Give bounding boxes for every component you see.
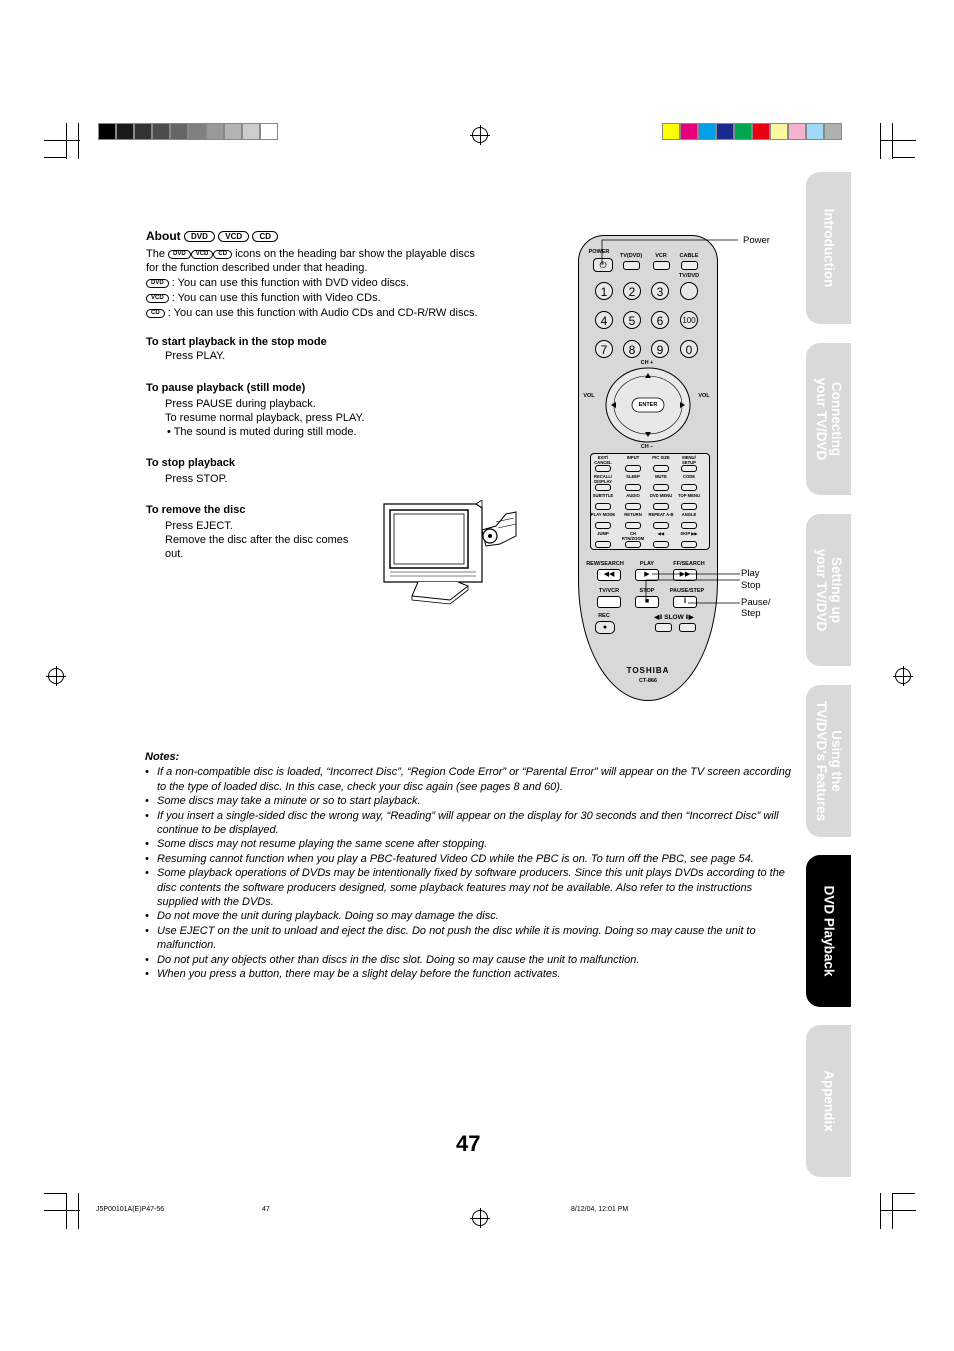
- model-number: CT-866: [638, 678, 658, 684]
- stop-label: STOP: [639, 588, 655, 594]
- num-button-4[interactable]: 4: [595, 311, 613, 329]
- crop-mark: [66, 123, 67, 159]
- gray-swatch: [188, 123, 206, 140]
- function-label: EXIT/ CANCEL: [594, 455, 612, 465]
- cable-label: CABLE: [679, 253, 699, 259]
- crop-mark: [880, 140, 916, 141]
- tvvcr-label: TV/VCR: [598, 588, 620, 594]
- gray-swatch: [260, 123, 278, 140]
- note-item: • Do not put any objects other than discs in the disc slot. Doing so may cause the unit to malfunction.: [145, 953, 795, 967]
- footer-date: 8/12/04, 12:01 PM: [571, 1206, 629, 1213]
- crop-mark: [892, 123, 893, 159]
- num-button-7[interactable]: 7: [595, 340, 613, 358]
- num-button-3[interactable]: 3: [651, 282, 669, 300]
- crop-mark: [78, 123, 79, 159]
- function-label: DVD MENU: [649, 493, 673, 498]
- color-swatch: [698, 123, 716, 140]
- color-swatch: [734, 123, 752, 140]
- page-number: 47: [456, 1131, 481, 1156]
- section-remove-text3: out.: [165, 548, 184, 560]
- tv-eject-illustration: [378, 500, 518, 605]
- registration-mark: [48, 668, 64, 684]
- function-label: AUDIO: [626, 493, 640, 498]
- vcr-label: VCR: [655, 253, 667, 259]
- tab-label: Setting up your TV/DVD: [813, 548, 844, 632]
- tab-setting-up[interactable]: [806, 514, 851, 666]
- gray-swatch: [242, 123, 260, 140]
- note-item: • When you press a button, there may be a slight delay before the function activates.: [145, 967, 795, 981]
- callout-power: Power: [743, 235, 770, 246]
- note-item: • If you insert a single-sided disc the wrong way, “Reading” will appear on the display for 30 seconds and then “Incorrect Disc” will continue to be displayed.: [145, 809, 795, 838]
- tvdvd-mode-label: TV/DVD: [678, 273, 700, 279]
- color-swatch: [788, 123, 806, 140]
- color-swatch: [824, 123, 842, 140]
- section-pause-title: To pause playback (still mode): [146, 382, 306, 394]
- registration-mark: [472, 127, 488, 143]
- crop-mark: [893, 1193, 915, 1194]
- tab-label: Appendix: [821, 1070, 836, 1132]
- function-label: PLAY MODE: [590, 512, 616, 517]
- num-button-6[interactable]: 6: [651, 311, 669, 329]
- crop-mark: [44, 157, 66, 158]
- function-label: REPEAT A-B: [648, 512, 674, 517]
- play-button[interactable]: ▶: [635, 569, 659, 581]
- crop-mark: [44, 1210, 80, 1211]
- dvd-badge: DVD: [146, 279, 169, 288]
- crop-mark: [78, 1193, 79, 1229]
- section-start-text: Press PLAY.: [165, 350, 226, 362]
- about-intro-line2: for the function described under that heading.: [146, 262, 368, 274]
- rew-label: REW/SEARCH: [586, 561, 624, 567]
- tab-connecting[interactable]: [806, 343, 851, 495]
- section-pause-text1: Press PAUSE during playback.: [165, 398, 316, 410]
- gray-swatch: [152, 123, 170, 140]
- callout-play: Play: [741, 568, 760, 579]
- crop-mark: [66, 1193, 67, 1229]
- note-item: • Some discs may take a minute or so to start playback.: [145, 794, 795, 808]
- gray-swatch: [224, 123, 242, 140]
- crop-mark: [880, 1210, 916, 1211]
- ch-down-label: CH –: [640, 444, 654, 450]
- about-item-cd: CD : You can use this function with Audio CDs and CD-R/RW discs.: [146, 306, 478, 320]
- cd-badge: CD: [213, 250, 232, 259]
- function-label: ◀◀: [657, 531, 665, 536]
- function-label: MENU/ SETUP: [682, 455, 696, 465]
- tab-using-features[interactable]: [806, 685, 851, 837]
- color-swatch: [680, 123, 698, 140]
- about-heading: About DVD VCD CD: [146, 229, 278, 243]
- crop-mark: [44, 1193, 66, 1194]
- ch-up-label: CH +: [640, 360, 654, 366]
- footer-page: 47: [262, 1206, 270, 1213]
- tab-introduction[interactable]: [806, 172, 851, 324]
- slow-label: ◀‖ SLOW ‖▶: [654, 614, 694, 621]
- function-label: RECALL/ DISPLAY: [593, 474, 613, 484]
- crop-mark: [880, 1193, 881, 1229]
- registration-mark: [895, 668, 911, 684]
- dvd-badge: DVD: [168, 250, 191, 259]
- function-label: SLEEP: [626, 474, 640, 479]
- slow-right-button[interactable]: [679, 623, 696, 632]
- tab-label: Introduction: [821, 208, 836, 288]
- function-label: ANGLE: [681, 512, 697, 517]
- section-remove-text1: Press EJECT.: [165, 520, 233, 532]
- play-label: PLAY: [639, 561, 655, 567]
- num-button-2[interactable]: 2: [623, 282, 641, 300]
- cd-badge: CD: [146, 309, 165, 318]
- num-button-5[interactable]: 5: [623, 311, 641, 329]
- function-label: JUMP: [597, 531, 609, 536]
- function-label: CH RTN/ZOOM: [621, 531, 645, 541]
- num-button-0[interactable]: 0: [680, 340, 698, 358]
- section-start-title: To start playback in the stop mode: [146, 336, 327, 348]
- note-item: • Resuming cannot function when you play a PBC-featured Video CD while the PBC is on. To turn off the PBC, see page 54.: [145, 852, 795, 866]
- tvdvd-label: TV(DVD): [619, 253, 643, 259]
- function-label: SKIP ▶▶: [680, 531, 698, 536]
- tab-dvd-playback[interactable]: [806, 855, 851, 1007]
- pause-label: PAUSE/STEP: [669, 588, 705, 594]
- vol-left-label: VOL: [583, 393, 595, 399]
- function-label: INPUT: [626, 455, 640, 460]
- notes-list: [145, 765, 795, 981]
- function-label: RETURN: [624, 512, 642, 517]
- note-item: • Do not move the unit during playback. Doing so may damage the disc.: [145, 909, 795, 923]
- gray-swatch: [98, 123, 116, 140]
- gray-swatch: [206, 123, 224, 140]
- notes: [145, 750, 795, 982]
- rew-button[interactable]: ◀◀: [597, 569, 621, 581]
- callout-pause: Pause/ Step: [741, 597, 771, 619]
- function-label: CODE: [682, 474, 696, 479]
- gray-swatch: [134, 123, 152, 140]
- note-item: • Some playback operations of DVDs may be intentionally fixed by software producers. Since this unit plays DVDs according to the disc contents the software producers designed, some playback features may not be available. Also refer to the instructions supplied with the DVDs.: [145, 866, 795, 909]
- section-pause-text2: To resume normal playback, press PLAY.: [165, 412, 365, 424]
- section-stop-text: Press STOP.: [165, 473, 228, 485]
- vcd-badge: VCD: [191, 250, 214, 259]
- slow-left-button[interactable]: [655, 623, 672, 632]
- rec-label: REC: [598, 613, 610, 619]
- color-swatch: [806, 123, 824, 140]
- about-item-vcd: VCD : You can use this function with Video CDs.: [146, 291, 381, 305]
- num-button-8[interactable]: 8: [623, 340, 641, 358]
- tab-label: DVD Playback: [821, 885, 836, 977]
- note-item: • Use EJECT on the unit to unload and eject the disc. Do not push the disc while it is moving. Doing so may cause the unit to malfunction.: [145, 924, 795, 953]
- section-pause-bullet: • The sound is muted during still mode.: [167, 426, 357, 438]
- tab-appendix[interactable]: [806, 1025, 851, 1177]
- color-swatch: [716, 123, 734, 140]
- crop-mark: [44, 140, 80, 141]
- cd-badge: CD: [252, 231, 278, 242]
- footer-file: J5P00101A(E)P47-56: [96, 1206, 165, 1213]
- note-item: • If a non-compatible disc is loaded, “Incorrect Disc”, “Region Code Error” or “Parental Error” will appear on the TV screen according to the type of loaded disc. In this case, check your disc again (see pages 8 and 60).: [145, 765, 795, 794]
- num-button-9[interactable]: 9: [651, 340, 669, 358]
- function-label: TOP MENU: [678, 493, 700, 498]
- ff-label: FF/SEARCH: [673, 561, 705, 567]
- num-button-1[interactable]: 1: [595, 282, 613, 300]
- notes-title: Notes:: [145, 751, 180, 763]
- enter-label: ENTER: [638, 402, 658, 408]
- about-intro: The DVD VCD CD icons on the heading bar show the playable discs: [146, 248, 475, 260]
- color-swatch: [662, 123, 680, 140]
- function-label: SUBTITLE: [592, 493, 614, 498]
- function-label: PIC SIZE: [652, 455, 670, 460]
- gray-swatch: [116, 123, 134, 140]
- power-label: POWER: [588, 249, 610, 255]
- section-remove-title: To remove the disc: [146, 504, 246, 516]
- vol-right-label: VOL: [698, 393, 710, 399]
- color-swatch: [770, 123, 788, 140]
- section-remove-text2: Remove the disc after the disc comes: [165, 534, 349, 546]
- color-swatch: [752, 123, 770, 140]
- callout-lines: [590, 230, 740, 610]
- gray-swatch: [170, 123, 188, 140]
- ff-button[interactable]: ▶▶: [673, 569, 697, 581]
- power-button[interactable]: ⏻: [593, 258, 613, 272]
- brand-logo: TOSHIBA: [626, 666, 670, 675]
- crop-mark: [892, 1193, 893, 1229]
- tab-label: Connecting your TV/DVD: [813, 377, 844, 461]
- tab-label: Using the TV/DVD's Features: [813, 700, 844, 822]
- callout-stop: Stop: [741, 580, 761, 591]
- crop-mark: [880, 123, 881, 159]
- pause-button[interactable]: ‖: [673, 596, 697, 608]
- crop-mark: [893, 157, 915, 158]
- registration-mark: [472, 1210, 488, 1226]
- num-button-100[interactable]: 100: [680, 311, 698, 329]
- vcd-badge: VCD: [146, 294, 169, 303]
- about-item-dvd: DVD : You can use this function with DVD video discs.: [146, 276, 409, 290]
- vcd-badge: VCD: [218, 231, 249, 242]
- function-label: MUTE: [655, 474, 667, 479]
- section-stop-title: To stop playback: [146, 457, 236, 469]
- stop-button[interactable]: ■: [635, 596, 659, 608]
- rec-button[interactable]: ●: [595, 621, 615, 634]
- dvd-badge: DVD: [184, 231, 215, 242]
- note-item: • Some discs may not resume playing the same scene after stopping.: [145, 837, 795, 851]
